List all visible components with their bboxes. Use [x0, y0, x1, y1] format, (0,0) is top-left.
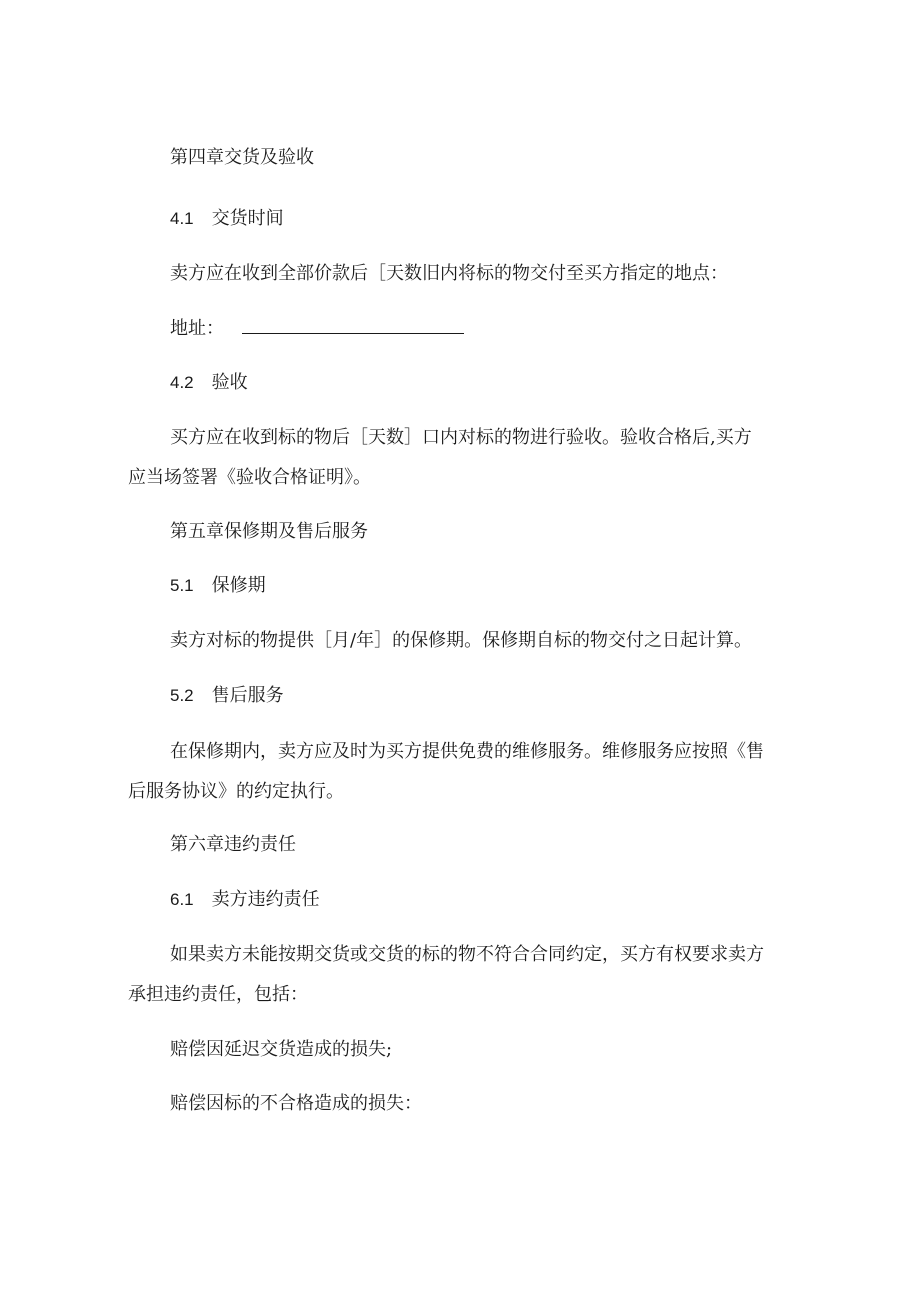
section-4-2-title: 验收: [211, 372, 248, 393]
paragraph-4-1: 卖方应在收到全部价款后［天数旧内将标的物交付至买方指定的地点：: [170, 263, 728, 284]
paragraph-4-2-line-2: 应当场签署《验收合格证明》。: [128, 467, 371, 488]
address-blank: [242, 319, 464, 334]
paragraph-6-1-line-1: 如果卖方未能按期交货或交货的标的物不符合合同约定，买方有权要求卖方: [170, 944, 764, 965]
section-4-2-heading: [170, 371, 248, 395]
section-6-1-title: 卖方违约责任: [211, 889, 320, 910]
section-5-1-heading: [170, 574, 266, 598]
section-5-1-number: 5.1: [170, 576, 194, 595]
chapter-4-heading: 第四章交货及验收: [170, 147, 314, 168]
list-item-2: 赔偿因标的不合格造成的损失：: [170, 1093, 422, 1114]
section-5-1-title: 保修期: [211, 575, 266, 596]
section-5-2-number: 5.2: [170, 686, 194, 705]
section-4-1-heading: [170, 207, 284, 231]
section-6-1-heading: [170, 888, 320, 912]
address-label: 地址：: [170, 318, 224, 339]
section-4-1-number: 4.1: [170, 209, 194, 228]
section-5-2-heading: [170, 684, 284, 708]
paragraph-4-2-line-1: 买方应在收到标的物后［天数］口内对标的物进行验收。验收合格后,买方: [170, 427, 752, 448]
chapter-5-heading: 第五章保修期及售后服务: [170, 521, 368, 542]
chapter-6-heading: 第六章违约责任: [170, 834, 296, 855]
paragraph-5-2-line-1: 在保修期内，卖方应及时为买方提供免费的维修服务。维修服务应按照《售: [170, 741, 764, 762]
paragraph-6-1-line-2: 承担违约责任，包括：: [128, 984, 308, 1005]
paragraph-5-2-line-2: 后服务协议》的约定执行。: [128, 781, 344, 802]
address-line: [170, 317, 464, 341]
section-5-2-title: 售后服务: [211, 685, 284, 706]
paragraph-5-1: 卖方对标的物提供［月/年］的保修期。保修期自标的物交付之日起计算。: [170, 630, 753, 651]
section-4-2-number: 4.2: [170, 373, 194, 392]
list-item-1: 赔偿因延迟交货造成的损失;: [170, 1039, 393, 1060]
section-4-1-title: 交货时间: [211, 208, 284, 229]
section-6-1-number: 6.1: [170, 890, 194, 909]
